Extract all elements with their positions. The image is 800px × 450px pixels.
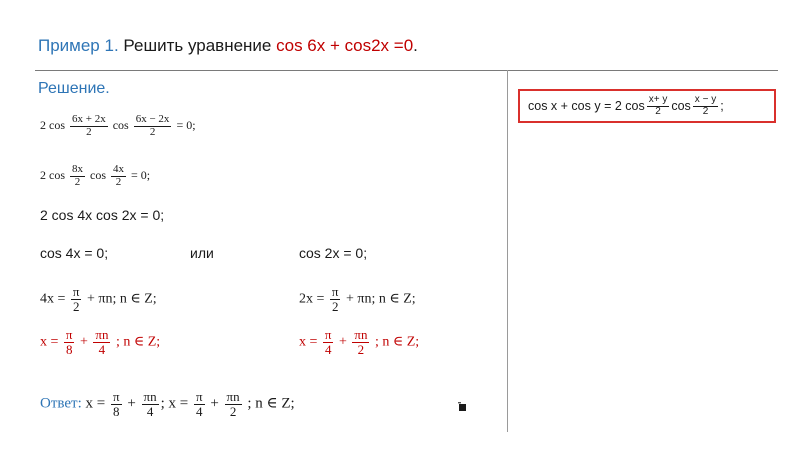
left-sol-num: π	[72, 284, 80, 299]
formula-f2-num: x − y	[694, 94, 717, 105]
solution-heading: Решение.	[38, 80, 110, 97]
step1-fraction-2	[134, 114, 172, 138]
step1-equation	[40, 114, 196, 138]
right-equation: cos 2x = 0;	[299, 245, 368, 261]
column-divider	[507, 70, 508, 432]
page-title	[38, 36, 418, 56]
right-x-solution	[299, 328, 419, 356]
right-sol-fraction	[330, 285, 341, 313]
step1-f1-num: 6x + 2x	[72, 113, 106, 125]
example-label: Пример 1.	[38, 36, 119, 55]
answer-lhs-2: x =	[168, 395, 189, 412]
answer-a-num: π	[112, 389, 120, 404]
answer-plus-1: +	[127, 395, 136, 412]
or-word: или	[190, 245, 214, 261]
left-x-rest: ; n ∈ Z;	[115, 334, 161, 350]
answer-rest: ; n ∈ Z;	[247, 395, 295, 412]
formula-f1-den: 2	[655, 105, 661, 117]
formula-f2-den: 2	[702, 105, 709, 117]
right-x-f1-den: 4	[324, 341, 332, 357]
right-x-rest: ; n ∈ Z;	[374, 334, 420, 350]
right-x-lhs: x =	[299, 334, 318, 350]
left-sol-rest: + πn; n ∈ Z;	[86, 291, 157, 307]
left-x-lhs: x =	[40, 334, 59, 350]
right-x-f2-den: 2	[357, 341, 365, 357]
answer-fraction-a	[111, 390, 122, 418]
right-x-fraction-1	[323, 328, 334, 356]
left-sol-den: 2	[72, 298, 80, 314]
left-x-plus: +	[79, 334, 88, 350]
left-equation: cos 4x = 0;	[40, 245, 109, 261]
step2-suffix: = 0;	[131, 167, 151, 182]
right-sol-den: 2	[331, 298, 339, 314]
sum-to-product-formula	[518, 89, 776, 123]
step1-f1-den: 2	[86, 125, 92, 138]
step1-f2-den: 2	[149, 125, 156, 138]
formula-suffix: ;	[720, 99, 724, 113]
step1-fraction-1	[70, 114, 108, 138]
formula-mid: cos	[671, 99, 691, 113]
answer-line	[40, 390, 295, 418]
step1-prefix: 2 cos	[40, 117, 65, 132]
answer-lhs-1: x =	[85, 395, 106, 412]
answer-b-num: πn	[143, 389, 157, 404]
answer-a-den: 8	[113, 403, 120, 419]
left-x-f2-den: 4	[98, 341, 106, 357]
right-sol-rest: + πn; n ∈ Z;	[345, 291, 416, 307]
left-x-solution	[40, 328, 160, 356]
step1-suffix: = 0;	[176, 117, 196, 132]
step1-mid: cos	[112, 117, 129, 132]
cursor-icon	[458, 402, 468, 412]
answer-plus-2: +	[210, 395, 219, 412]
answer-fraction-d	[225, 390, 242, 418]
right-x-plus: +	[338, 334, 347, 350]
formula-fraction-2	[693, 95, 718, 117]
step2-fraction-1	[70, 164, 85, 188]
task-equation: cos 6x + cos2x =0	[276, 36, 414, 55]
step2-fraction-2	[111, 164, 126, 188]
step2-equation	[40, 164, 150, 188]
answer-d-den: 2	[229, 403, 237, 419]
left-sol-fraction	[71, 285, 82, 313]
answer-fraction-c	[194, 390, 205, 418]
right-x-f1-num: π	[324, 327, 332, 342]
formula-lhs: cos x + cos y = 2 cos	[528, 99, 645, 113]
formula-fraction-1	[647, 95, 670, 117]
task-text: Решить уравнение	[123, 36, 272, 55]
step2-prefix: 2 cos	[40, 167, 65, 182]
right-sol-lhs: 2x =	[299, 291, 325, 307]
header-divider	[35, 70, 778, 71]
step2-f1-num: 8x	[72, 163, 83, 175]
right-sol-num: π	[331, 284, 339, 299]
right-x-f2-num: πn	[354, 327, 368, 342]
left-x-f1-den: 8	[65, 341, 73, 357]
step2-f2-num: 4x	[113, 163, 124, 175]
left-sol-lhs: 4x =	[40, 291, 66, 307]
left-x-f2-num: πn	[95, 327, 109, 342]
answer-c-den: 4	[196, 403, 203, 419]
step1-f2-num: 6x − 2x	[135, 113, 170, 125]
answer-label: Ответ:	[40, 395, 82, 412]
left-x-fraction-2	[93, 328, 110, 356]
answer-separator: ;	[160, 395, 165, 412]
title-period: .	[413, 36, 418, 55]
answer-b-den: 4	[146, 403, 154, 419]
left-x-fraction-1	[64, 328, 75, 356]
step2-f2-den: 2	[115, 175, 122, 188]
answer-c-num: π	[196, 389, 203, 404]
formula-f1-num: x+ y	[648, 94, 668, 105]
answer-d-num: πn	[226, 389, 240, 404]
right-solution	[299, 285, 416, 313]
step2-f1-den: 2	[74, 175, 81, 188]
left-solution	[40, 285, 157, 313]
step2-mid: cos	[90, 167, 106, 182]
left-x-f1-num: π	[65, 327, 73, 342]
right-x-fraction-2	[352, 328, 369, 356]
answer-fraction-b	[142, 390, 159, 418]
step3-equation: 2 cos 4x cos 2x = 0;	[40, 207, 165, 223]
